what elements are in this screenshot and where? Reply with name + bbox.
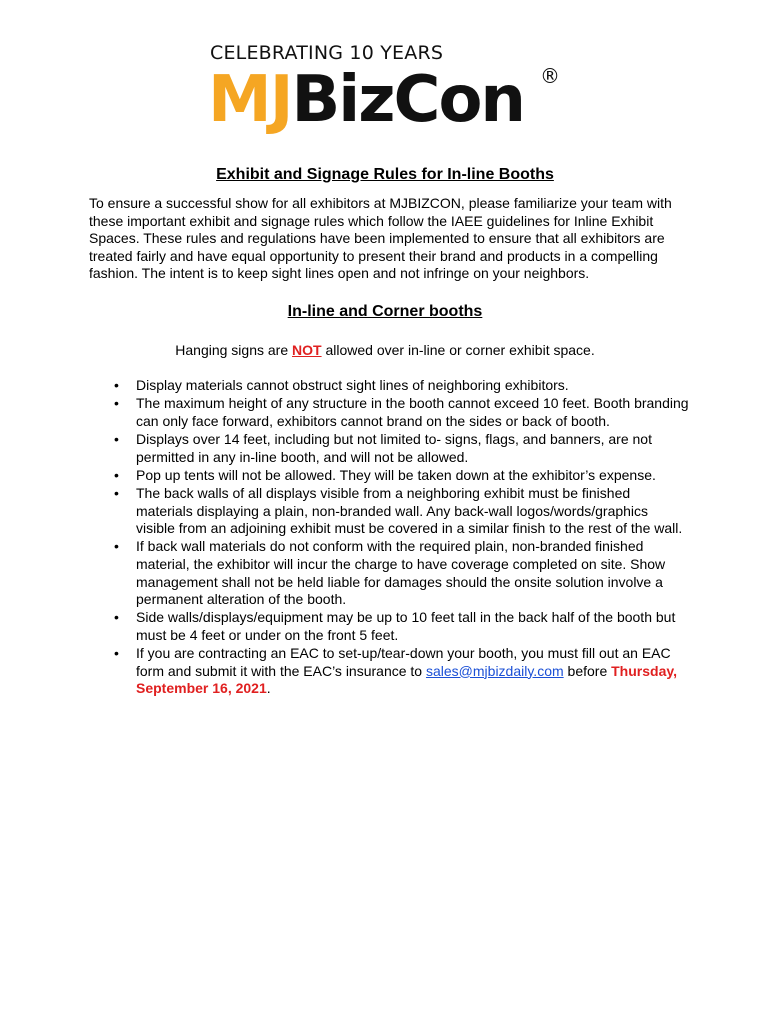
sales-email-link[interactable]: sales@mjbizdaily.com (425, 662, 564, 679)
intro-paragraph: To ensure a successful show for all exhibitors at MJBIZCON, please familiarize your team with these important exhibit and signage rules which follow the IAEE guidelines for Inline Exhibit Spaces. These rules and regulations have been implemented to ensure that all exhibitors are treated fairly and have equal opportunity to present their brand and products in a compelling fashion. The intent is to keep sight lines open and not infringe on your neighbors. (89, 195, 672, 282)
rule-item (110, 431, 690, 466)
bullet-icon: • (114, 377, 119, 393)
logo-mj: MJ (208, 63, 292, 137)
bullet-icon: • (114, 466, 119, 483)
rule-item-eac (110, 645, 690, 698)
logo-wordmark (208, 60, 524, 140)
rule-text: Pop up tents will not be allowed. They will be taken down at the exhibitor’s expense. (136, 466, 656, 483)
registered-mark: ® (540, 64, 560, 88)
deadline-date: Thursday, September 16, 2021 (136, 662, 677, 697)
section-heading: In-line and Corner booths (287, 303, 483, 320)
logo-bizcon: BizCon (291, 63, 524, 137)
rule-text: If back wall materials do not conform with the required plain, non-branded finished material, the exhibitor will incur the charge to have coverage completed on site. Show management shall not be held liable for damages should the onsite solution involve a permanent alteration of the booth. (136, 538, 666, 608)
bullet-icon: • (114, 538, 119, 555)
bullet-icon: • (114, 395, 119, 412)
eac-end-text: . (266, 680, 271, 697)
page-title: Exhibit and Signage Rules for In-line Booths (216, 166, 554, 183)
hanging-signs-note (0, 342, 770, 358)
mjbizcon-logo (208, 42, 568, 142)
bullet-icon: • (114, 430, 119, 447)
eac-rule-text: If you are contracting an EAC to set-up/tear-down your booth, you must fill out an EAC form and submit it with the EAC’s insurance to (136, 645, 671, 679)
rule-text: Displays over 14 feet, including but not limited to- signs, flags, and banners, are not permitted in any in-line booth, and will not be allowed. (136, 430, 652, 465)
rule-item (110, 395, 690, 430)
bullet-icon: • (114, 484, 119, 501)
rule-text: The maximum height of any structure in the booth cannot exceed 10 feet. Booth branding can only face forward, exhibitors cannot brand on the sides or back of booth. (136, 395, 689, 429)
logo-tagline: CELEBRATING 10 YEARS (210, 42, 444, 64)
rules-list (110, 377, 690, 698)
hanging-note-not: NOT (292, 342, 322, 358)
rule-text: The back walls of all displays visible from a neighboring exhibit must be finished materials displaying a plain, non-branded wall. Any back-wall logos/words/graphics visible from an adjoining exhibit must be covered in a similar finish to the rest of the wall. (136, 484, 683, 537)
rule-text: Side walls/displays/equipment may be up to 10 feet tall in the back half of the booth but must be 4 feet or under on the front 5 feet. (136, 609, 676, 643)
rule-item (110, 538, 690, 608)
rule-item (110, 377, 690, 395)
rule-item (110, 467, 690, 485)
bullet-icon: • (114, 609, 119, 626)
rule-text: Display materials cannot obstruct sight lines of neighboring exhibitors. (136, 377, 569, 393)
rule-item (110, 485, 690, 538)
rule-item (110, 609, 690, 644)
hanging-note-after: allowed over in-line or corner exhibit space. (321, 342, 595, 358)
hanging-note-before: Hanging signs are (175, 342, 293, 358)
bullet-icon: • (114, 645, 119, 662)
eac-before-text: before (563, 662, 612, 679)
